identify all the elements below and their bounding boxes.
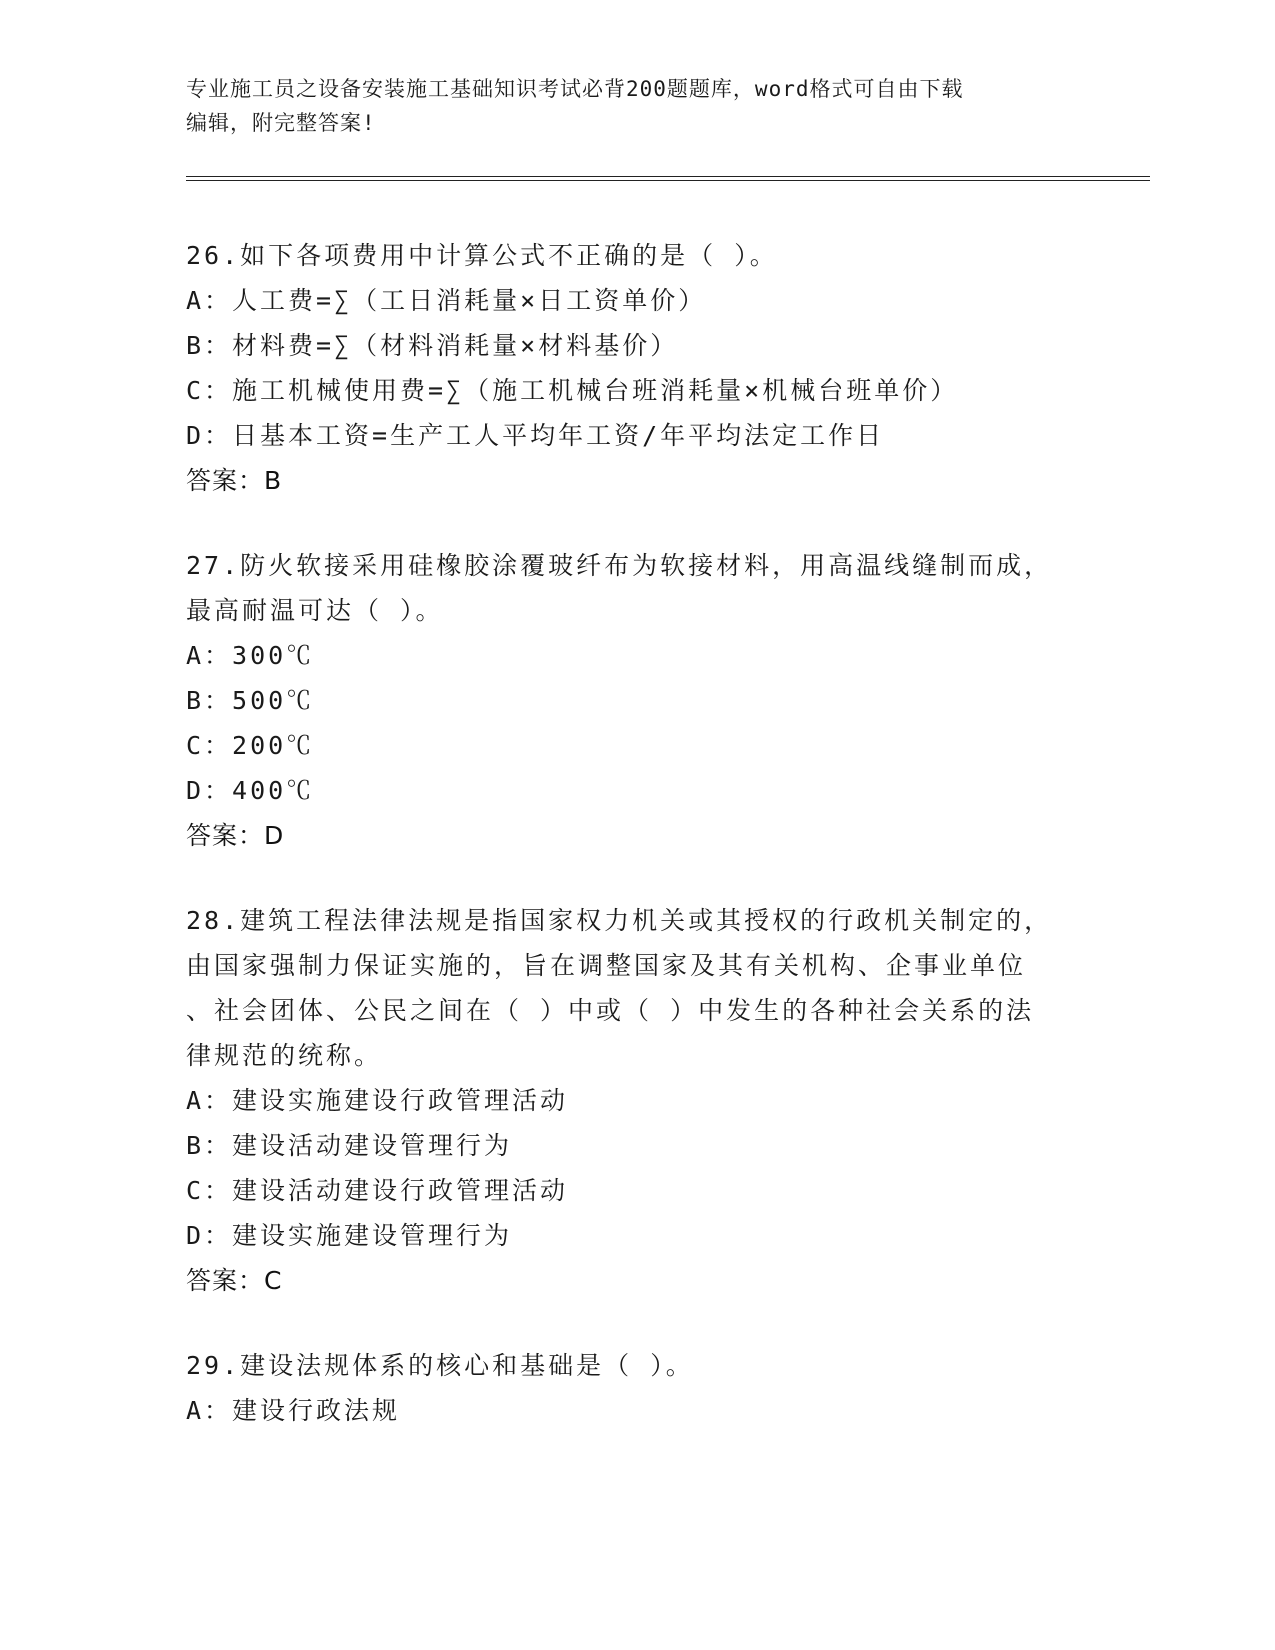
question-27 [186, 543, 1086, 858]
question-stem: 26.如下各项费用中计算公式不正确的是（ ）。 [186, 241, 778, 270]
option-d: D：日基本工资=生产工人平均年工资/年平均法定工作日 [186, 421, 885, 450]
question-stem: 27.防火软接采用硅橡胶涂覆玻纤布为软接材料，用高温线缝制而成， [186, 551, 1053, 580]
question-stem: 律规范的统称。 [186, 1041, 383, 1070]
question-stem: 由国家强制力保证实施的，旨在调整国家及其有关机构、企事业单位 [186, 951, 1027, 980]
answer-label: 答案：C [186, 1266, 283, 1295]
answer-label: 答案：B [186, 466, 283, 495]
option-c: C：施工机械使用费=∑（施工机械台班消耗量×机械台班单价） [186, 376, 959, 405]
question-28 [186, 898, 1086, 1303]
header-divider [186, 176, 1150, 181]
question-stem: 最高耐温可达（ ）。 [186, 596, 444, 625]
option-a: A：建设实施建设行政管理活动 [186, 1086, 569, 1115]
option-b: B：建设活动建设管理行为 [186, 1131, 513, 1160]
option-a: A：300℃ [186, 641, 315, 670]
question-list [186, 233, 1086, 1473]
question-stem: 、社会团体、公民之间在（ ）中或（ ）中发生的各种社会关系的法 [186, 996, 1035, 1025]
option-c: C：建设活动建设行政管理活动 [186, 1176, 569, 1205]
option-a: A：人工费=∑（工日消耗量×日工资单价） [186, 286, 707, 315]
option-b: B：材料费=∑（材料消耗量×材料基价） [186, 331, 679, 360]
option-c: C：200℃ [186, 731, 315, 760]
answer-label: 答案：D [186, 821, 285, 850]
question-26 [186, 233, 1086, 503]
header-line-1: 专业施工员之设备安装施工基础知识考试必背200题题库，word格式可自由下载 [186, 77, 964, 101]
question-29 [186, 1343, 1086, 1433]
question-stem: 28.建筑工程法律法规是指国家权力机关或其授权的行政机关制定的， [186, 906, 1053, 935]
option-d: D：建设实施建设管理行为 [186, 1221, 513, 1250]
question-stem: 29.建设法规体系的核心和基础是（ ）。 [186, 1351, 694, 1380]
document-header [186, 72, 1086, 140]
option-d: D：400℃ [186, 776, 315, 805]
header-line-2: 编辑，附完整答案! [186, 111, 376, 135]
option-b: B：500℃ [186, 686, 315, 715]
option-a: A：建设行政法规 [186, 1396, 401, 1425]
